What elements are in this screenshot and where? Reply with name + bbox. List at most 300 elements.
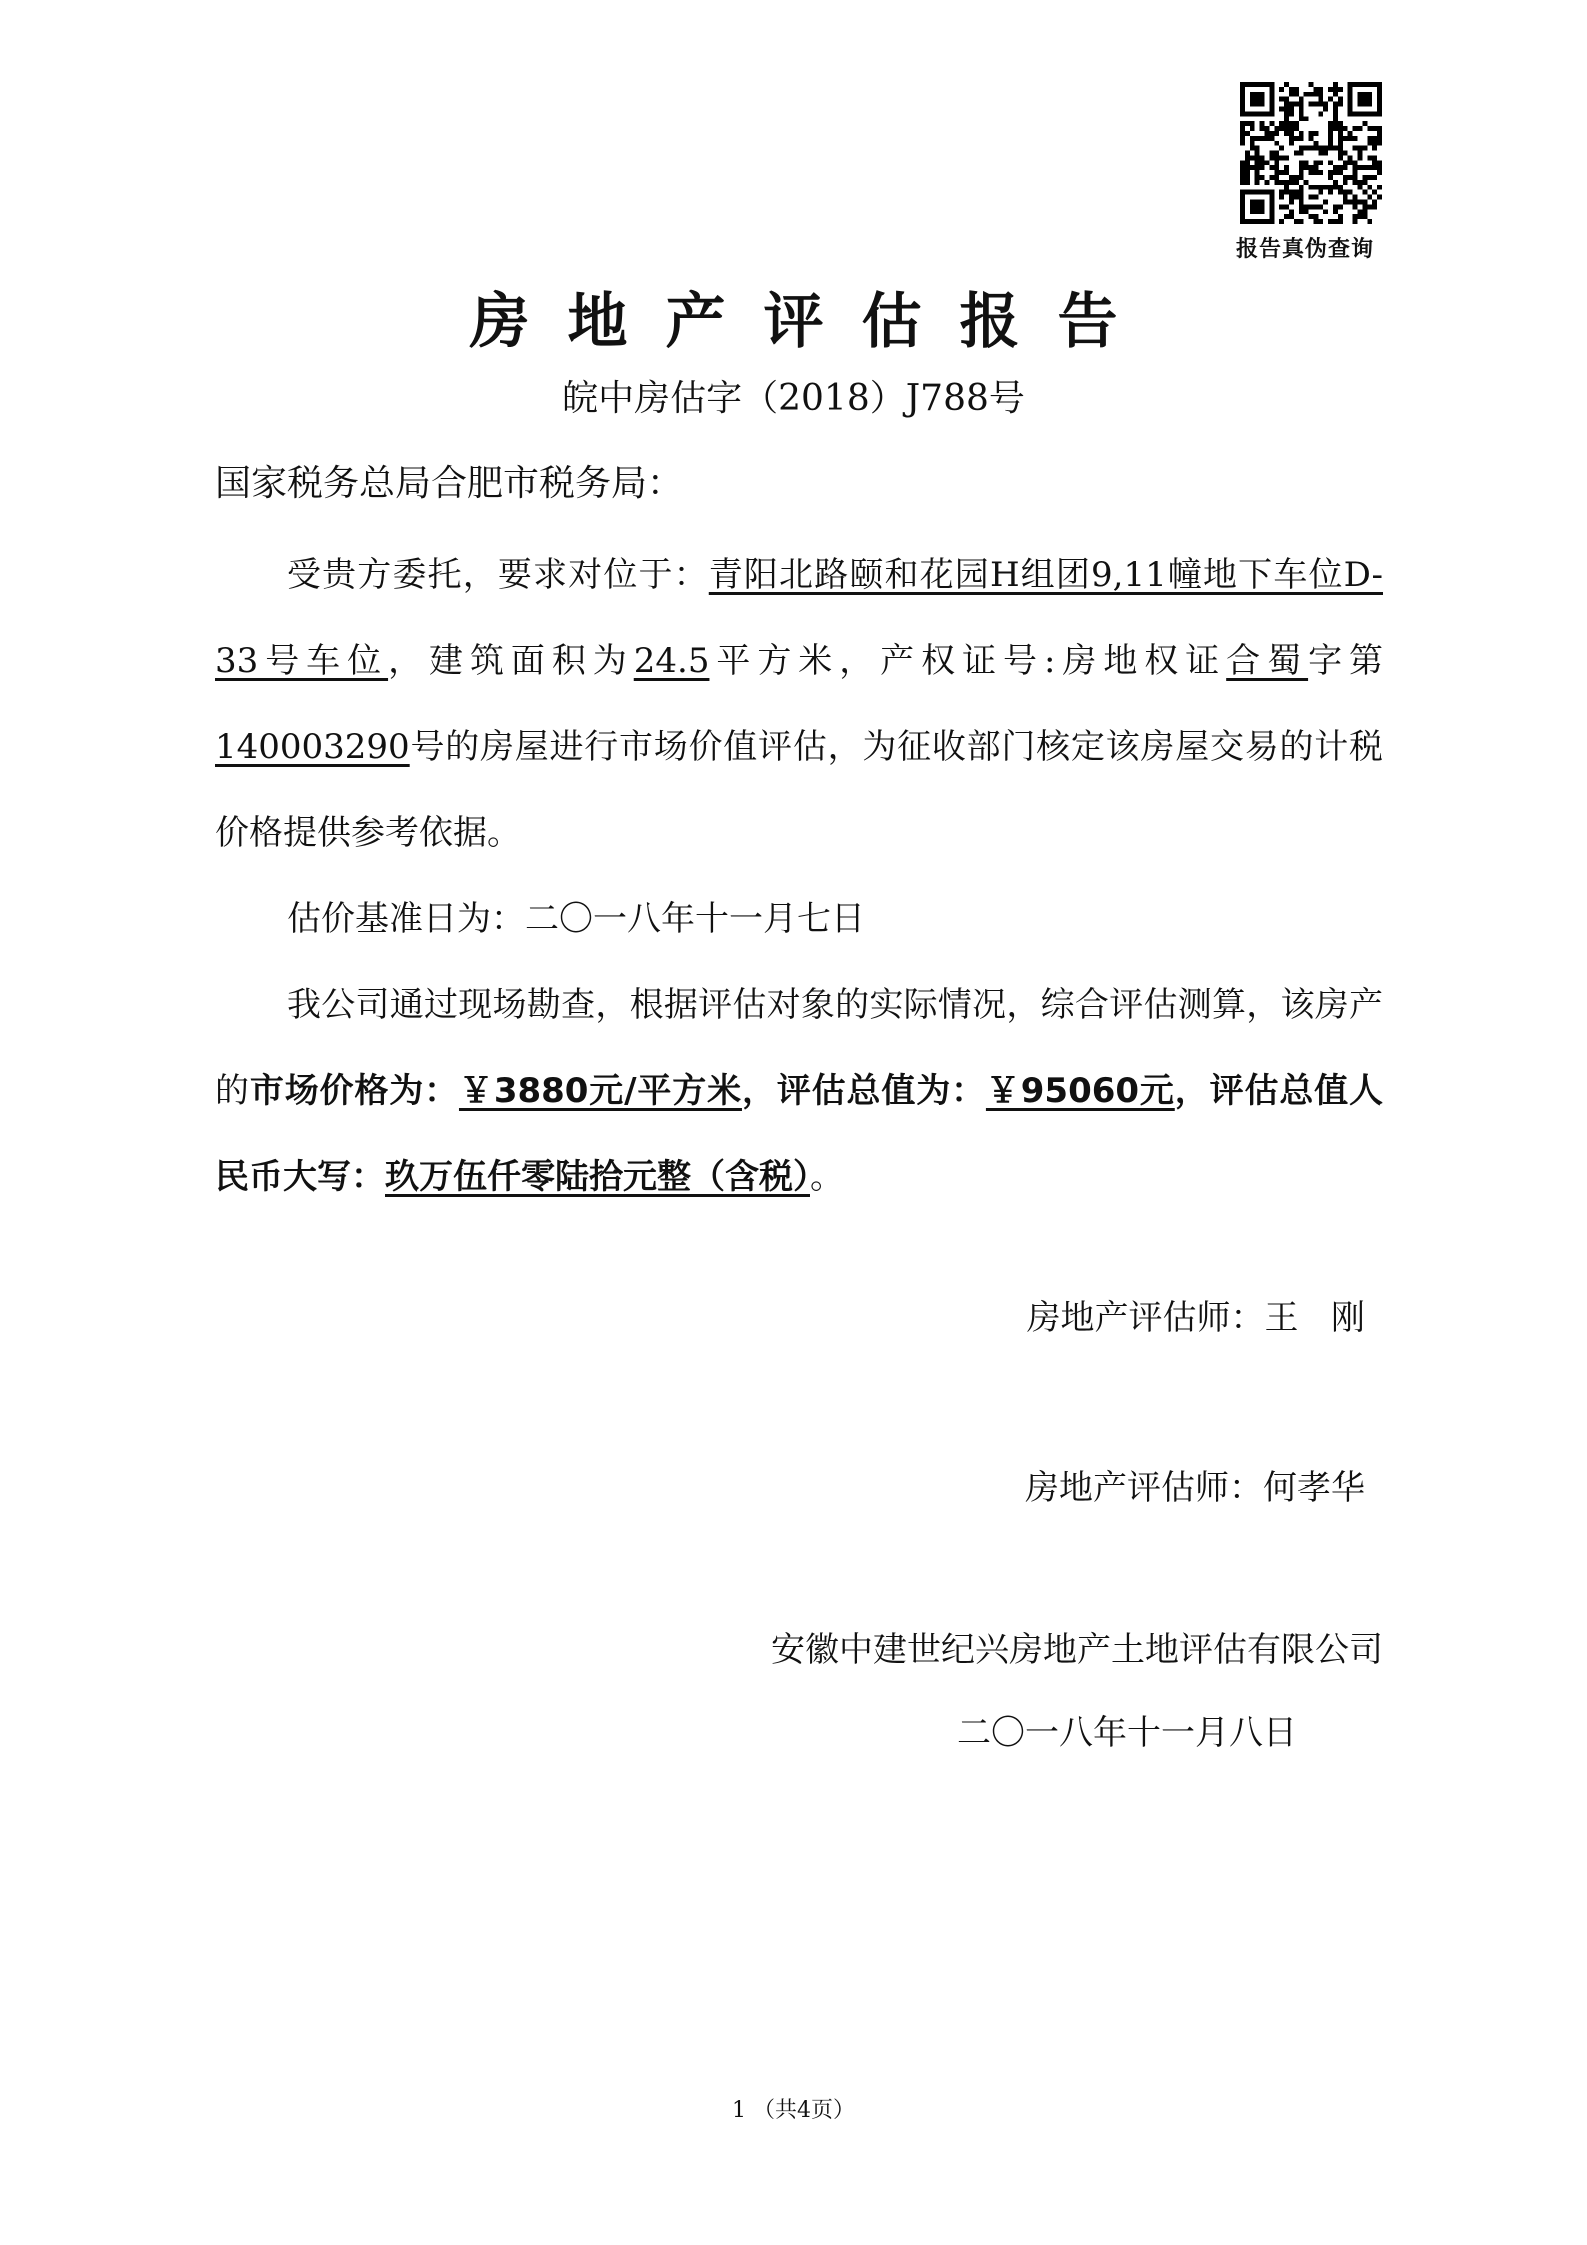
- qr-module: [1343, 195, 1348, 200]
- qr-module: [1274, 170, 1279, 175]
- qr-module: [1353, 126, 1358, 131]
- qr-module: [1348, 155, 1353, 160]
- qr-module: [1240, 165, 1245, 170]
- qr-module: [1309, 131, 1314, 136]
- report-body: [215, 532, 1383, 1220]
- certificate-number: 140003290: [215, 727, 410, 767]
- qr-module: [1294, 151, 1299, 156]
- qr-module: [1353, 219, 1358, 224]
- qr-module: [1299, 106, 1304, 111]
- qr-module: [1313, 160, 1318, 165]
- qr-caption: 报告真伪查询: [1236, 237, 1375, 262]
- qr-module: [1274, 160, 1279, 165]
- qr-module: [1343, 175, 1348, 180]
- qr-module: [1333, 165, 1338, 170]
- qr-module: [1372, 200, 1377, 205]
- total-value-label: ，评估总值为：: [741, 1071, 986, 1111]
- property-location: 青阳北路颐和花园H组团9,11幢地下车位D-33号车位: [215, 555, 1383, 681]
- qr-module: [1269, 131, 1274, 136]
- qr-module: [1299, 204, 1304, 209]
- qr-module: [1284, 126, 1289, 131]
- qr-module: [1304, 116, 1309, 121]
- qr-module: [1343, 190, 1348, 195]
- qr-module: [1279, 106, 1284, 111]
- qr-module: [1318, 97, 1323, 102]
- qr-module: [1274, 175, 1279, 180]
- qr-module: [1240, 136, 1245, 141]
- qr-module: [1333, 116, 1338, 121]
- qr-module: [1255, 170, 1260, 175]
- qr-module: [1313, 92, 1318, 97]
- qr-module: [1343, 136, 1348, 141]
- qr-module: [1289, 111, 1294, 116]
- qr-module: [1240, 121, 1245, 126]
- qr-module: [1377, 185, 1382, 190]
- qr-module: [1255, 160, 1260, 165]
- qr-module: [1348, 160, 1353, 165]
- qr-module: [1240, 126, 1245, 131]
- qr-module: [1279, 121, 1284, 126]
- qr-module: [1323, 200, 1328, 205]
- qr-module: [1338, 121, 1343, 126]
- qr-module: [1269, 136, 1274, 141]
- qr-module: [1377, 170, 1382, 175]
- qr-module: [1250, 165, 1255, 170]
- qr-module: [1255, 180, 1260, 185]
- qr-module: [1313, 170, 1318, 175]
- qr-module: [1309, 204, 1314, 209]
- qr-module: [1328, 121, 1333, 126]
- qr-module: [1328, 170, 1333, 175]
- qr-module: [1309, 165, 1314, 170]
- qr-module: [1294, 219, 1299, 224]
- qr-module: [1362, 200, 1367, 205]
- qr-module: [1279, 195, 1284, 200]
- qr-module: [1279, 204, 1284, 209]
- qr-module: [1240, 175, 1245, 180]
- qr-module: [1309, 170, 1314, 175]
- qr-module: [1289, 131, 1294, 136]
- qr-module: [1309, 92, 1314, 97]
- qr-module: [1240, 180, 1245, 185]
- qr-module: [1240, 160, 1245, 165]
- qr-module: [1294, 175, 1299, 180]
- qr-module: [1372, 141, 1377, 146]
- qr-module: [1318, 219, 1323, 224]
- qr-module: [1294, 190, 1299, 195]
- qr-module: [1338, 141, 1343, 146]
- qr-module: [1333, 146, 1338, 151]
- qr-module: [1313, 165, 1318, 170]
- qr-module: [1348, 190, 1353, 195]
- qr-module: [1333, 209, 1338, 214]
- qr-module: [1318, 102, 1323, 107]
- qr-module: [1367, 136, 1372, 141]
- certificate-district: 合蜀: [1226, 641, 1309, 681]
- qr-module: [1264, 126, 1269, 131]
- qr-module: [1367, 185, 1372, 190]
- paragraph-result: [215, 962, 1383, 1220]
- qr-module: [1338, 146, 1343, 151]
- qr-module: [1294, 136, 1299, 141]
- qr-module: [1284, 106, 1289, 111]
- qr-module: [1299, 102, 1304, 107]
- qr-module: [1372, 146, 1377, 151]
- qr-module: [1313, 131, 1318, 136]
- appraiser-signature-2: 房地产评估师：何孝华: [1025, 1468, 1365, 1508]
- qr-module: [1240, 131, 1245, 136]
- qr-module: [1313, 185, 1318, 190]
- qr-module: [1313, 87, 1318, 92]
- qr-module: [1372, 204, 1377, 209]
- qr-module: [1362, 175, 1367, 180]
- qr-module: [1269, 165, 1274, 170]
- qr-module: [1284, 180, 1289, 185]
- qr-module: [1343, 200, 1348, 205]
- qr-module: [1250, 155, 1255, 160]
- qr-module: [1377, 165, 1382, 170]
- qr-module: [1348, 136, 1353, 141]
- qr-module: [1250, 121, 1255, 126]
- qr-module: [1279, 146, 1284, 151]
- qr-module: [1304, 92, 1309, 97]
- qr-module: [1323, 185, 1328, 190]
- qr-module: [1245, 165, 1250, 170]
- qr-module: [1289, 102, 1294, 107]
- qr-module: [1294, 87, 1299, 92]
- qr-module: [1328, 160, 1333, 165]
- qr-module: [1318, 204, 1323, 209]
- qr-module: [1318, 190, 1323, 195]
- qr-module: [1284, 204, 1289, 209]
- qr-module: [1264, 180, 1269, 185]
- qr-module: [1358, 146, 1363, 151]
- qr-module: [1274, 126, 1279, 131]
- qr-module: [1362, 146, 1367, 151]
- qr-module: [1279, 155, 1284, 160]
- qr-module: [1323, 151, 1328, 156]
- qr-module: [1333, 106, 1338, 111]
- qr-module: [1299, 165, 1304, 170]
- qr-module: [1299, 111, 1304, 116]
- qr-module: [1260, 136, 1265, 141]
- qr-module: [1284, 155, 1289, 160]
- qr-module: [1250, 146, 1255, 151]
- signature-date: 二〇一八年十一月八日: [957, 1713, 1297, 1753]
- qr-module: [1279, 170, 1284, 175]
- text: 号的房屋进行市场价值评估，为征收部门核定该房屋交易的计税价格提供参考依据。: [215, 727, 1383, 853]
- qr-module: [1299, 185, 1304, 190]
- qr-code-icon[interactable]: [1240, 82, 1382, 224]
- qr-module: [1294, 102, 1299, 107]
- qr-module: [1323, 146, 1328, 151]
- qr-module: [1362, 190, 1367, 195]
- qr-module: [1260, 126, 1265, 131]
- qr-module: [1343, 126, 1348, 131]
- qr-module: [1289, 195, 1294, 200]
- qr-module: [1309, 214, 1314, 219]
- qr-module: [1264, 131, 1269, 136]
- qr-module: [1358, 151, 1363, 156]
- qr-module: [1377, 141, 1382, 146]
- qr-module: [1372, 165, 1377, 170]
- qr-module: [1333, 87, 1338, 92]
- qr-module: [1318, 160, 1323, 165]
- qr-module: [1367, 126, 1372, 131]
- qr-module: [1299, 116, 1304, 121]
- qr-module: [1284, 111, 1289, 116]
- qr-module: [1333, 185, 1338, 190]
- qr-module: [1309, 185, 1314, 190]
- qr-module: [1348, 200, 1353, 205]
- qr-module: [1358, 214, 1363, 219]
- qr-module: [1304, 209, 1309, 214]
- qr-module: [1304, 146, 1309, 151]
- qr-module: [1284, 214, 1289, 219]
- qr-module: [1260, 160, 1265, 165]
- qr-module: [1318, 87, 1323, 92]
- qr-module: [1362, 121, 1367, 126]
- qr-module: [1245, 170, 1250, 175]
- company-name: 安徽中建世纪兴房地产土地评估有限公司: [771, 1630, 1383, 1670]
- qr-module: [1299, 195, 1304, 200]
- qr-module: [1279, 97, 1284, 102]
- qr-module: [1299, 219, 1304, 224]
- qr-module: [1338, 87, 1343, 92]
- qr-module: [1338, 185, 1343, 190]
- qr-module: [1313, 146, 1318, 151]
- text: ，建筑面积为: [388, 641, 634, 681]
- qr-module: [1309, 195, 1314, 200]
- qr-module: [1284, 121, 1289, 126]
- qr-module: [1299, 146, 1304, 151]
- qr-module: [1338, 204, 1343, 209]
- appraiser-signature-1: 房地产评估师：王 刚: [1026, 1298, 1365, 1338]
- qr-module: [1289, 136, 1294, 141]
- qr-module: [1333, 219, 1338, 224]
- qr-module: [1367, 155, 1372, 160]
- qr-module: [1279, 180, 1284, 185]
- qr-module: [1318, 92, 1323, 97]
- qr-module: [1338, 151, 1343, 156]
- qr-module: [1328, 175, 1333, 180]
- qr-module: [1299, 97, 1304, 102]
- qr-module: [1333, 102, 1338, 107]
- qr-module: [1367, 204, 1372, 209]
- qr-module: [1294, 180, 1299, 185]
- qr-module: [1269, 121, 1274, 126]
- building-area: 24.5: [633, 641, 710, 681]
- qr-module: [1284, 170, 1289, 175]
- qr-module: [1245, 121, 1250, 126]
- qr-module: [1372, 190, 1377, 195]
- qr-module: [1377, 160, 1382, 165]
- qr-module: [1255, 175, 1260, 180]
- qr-module: [1289, 190, 1294, 195]
- qr-module: [1367, 195, 1372, 200]
- qr-module: [1348, 175, 1353, 180]
- qr-module: [1377, 195, 1382, 200]
- qr-module: [1255, 165, 1260, 170]
- qr-module: [1353, 175, 1358, 180]
- qr-module: [1299, 175, 1304, 180]
- qr-module: [1353, 160, 1358, 165]
- qr-module: [1338, 136, 1343, 141]
- qr-module: [1304, 165, 1309, 170]
- market-price-label: 市场价格为：: [249, 1071, 459, 1111]
- qr-module: [1264, 136, 1269, 141]
- qr-module: [1358, 185, 1363, 190]
- qr-module: [1279, 126, 1284, 131]
- qr-module: [1279, 190, 1284, 195]
- qr-module: [1372, 136, 1377, 141]
- qr-module: [1328, 185, 1333, 190]
- qr-module: [1289, 209, 1294, 214]
- qr-module: [1353, 136, 1358, 141]
- qr-module: [1333, 121, 1338, 126]
- qr-module: [1284, 185, 1289, 190]
- qr-module: [1260, 155, 1265, 160]
- qr-module: [1362, 180, 1367, 185]
- text: 。: [810, 1157, 844, 1197]
- total-value: ￥95060元: [985, 1071, 1175, 1111]
- qr-module: [1362, 214, 1367, 219]
- text: 受贵方委托，要求对位于：: [287, 555, 709, 595]
- qr-module: [1318, 146, 1323, 151]
- qr-module: [1289, 214, 1294, 219]
- qr-module: [1333, 126, 1338, 131]
- qr-module: [1323, 106, 1328, 111]
- qr-module: [1294, 126, 1299, 131]
- qr-module: [1372, 155, 1377, 160]
- page-number: 1 （共4页）: [732, 2098, 855, 2123]
- qr-module: [1362, 209, 1367, 214]
- qr-module: [1377, 136, 1382, 141]
- qr-module: [1274, 131, 1279, 136]
- qr-module: [1328, 87, 1333, 92]
- qr-module: [1333, 204, 1338, 209]
- qr-module: [1274, 151, 1279, 156]
- qr-module: [1245, 151, 1250, 156]
- qr-module: [1318, 151, 1323, 156]
- qr-module: [1377, 126, 1382, 131]
- qr-module: [1348, 131, 1353, 136]
- qr-module: [1284, 102, 1289, 107]
- qr-module: [1333, 111, 1338, 116]
- text: 字第: [1308, 641, 1384, 681]
- qr-module: [1367, 175, 1372, 180]
- qr-module: [1358, 155, 1363, 160]
- qr-module: [1362, 204, 1367, 209]
- qr-module: [1338, 102, 1343, 107]
- qr-module: [1377, 131, 1382, 136]
- qr-module: [1304, 180, 1309, 185]
- qr-module: [1328, 136, 1333, 141]
- qr-module: [1338, 131, 1343, 136]
- qr-module: [1264, 160, 1269, 165]
- qr-module: [1289, 175, 1294, 180]
- qr-module: [1353, 165, 1358, 170]
- qr-module: [1289, 121, 1294, 126]
- qr-module: [1353, 195, 1358, 200]
- qr-module: [1358, 180, 1363, 185]
- qr-module: [1255, 151, 1260, 156]
- qr-module: [1274, 141, 1279, 146]
- qr-module: [1353, 200, 1358, 205]
- qr-module: [1274, 165, 1279, 170]
- qr-module: [1313, 195, 1318, 200]
- qr-module: [1284, 116, 1289, 121]
- qr-module: [1255, 136, 1260, 141]
- qr-module: [1353, 180, 1358, 185]
- qr-module: [1240, 170, 1245, 175]
- qr-module: [1269, 175, 1274, 180]
- qr-module: [1299, 160, 1304, 165]
- qr-module: [1367, 219, 1372, 224]
- qr-module: [1245, 180, 1250, 185]
- qr-module: [1353, 170, 1358, 175]
- qr-module: [1284, 82, 1289, 87]
- qr-module: [1318, 111, 1323, 116]
- qr-module: [1333, 82, 1338, 87]
- qr-module: [1260, 165, 1265, 170]
- qr-module: [1289, 92, 1294, 97]
- qr-module: [1372, 126, 1377, 131]
- qr-module: [1313, 219, 1318, 224]
- qr-module: [1338, 190, 1343, 195]
- addressee: 国家税务总局合肥市税务局：: [215, 463, 684, 504]
- qr-module: [1299, 151, 1304, 156]
- qr-module: [1245, 175, 1250, 180]
- qr-module: [1358, 200, 1363, 205]
- qr-module: [1343, 165, 1348, 170]
- qr-module: [1299, 190, 1304, 195]
- qr-module: [1284, 131, 1289, 136]
- qr-module: [1343, 151, 1348, 156]
- qr-module: [1358, 209, 1363, 214]
- qr-module: [1279, 219, 1284, 224]
- qr-module: [1299, 200, 1304, 205]
- qr-module: [1294, 92, 1299, 97]
- qr-module: [1294, 121, 1299, 126]
- qr-module: [1284, 165, 1289, 170]
- qr-module: [1338, 170, 1343, 175]
- paragraph-valuation-date: 估价基准日为：二〇一八年十一月七日: [287, 899, 865, 939]
- qr-module: [1353, 204, 1358, 209]
- qr-module: [1313, 214, 1318, 219]
- qr-module: [1353, 214, 1358, 219]
- qr-module: [1274, 155, 1279, 160]
- qr-module: [1279, 87, 1284, 92]
- qr-module: [1338, 155, 1343, 160]
- qr-module: [1245, 160, 1250, 165]
- qr-module: [1299, 209, 1304, 214]
- qr-module: [1323, 102, 1328, 107]
- document-number: 皖中房估字（2018）J788号: [562, 378, 1025, 419]
- qr-module: [1372, 160, 1377, 165]
- qr-module: [1289, 141, 1294, 146]
- qr-module: [1318, 185, 1323, 190]
- qr-module: [1333, 92, 1338, 97]
- qr-module: [1284, 190, 1289, 195]
- qr-module: [1367, 141, 1372, 146]
- qr-module: [1260, 175, 1265, 180]
- qr-module: [1313, 102, 1318, 107]
- qr-module: [1250, 126, 1255, 131]
- qr-module: [1338, 126, 1343, 131]
- qr-module: [1299, 170, 1304, 175]
- qr-module: [1328, 219, 1333, 224]
